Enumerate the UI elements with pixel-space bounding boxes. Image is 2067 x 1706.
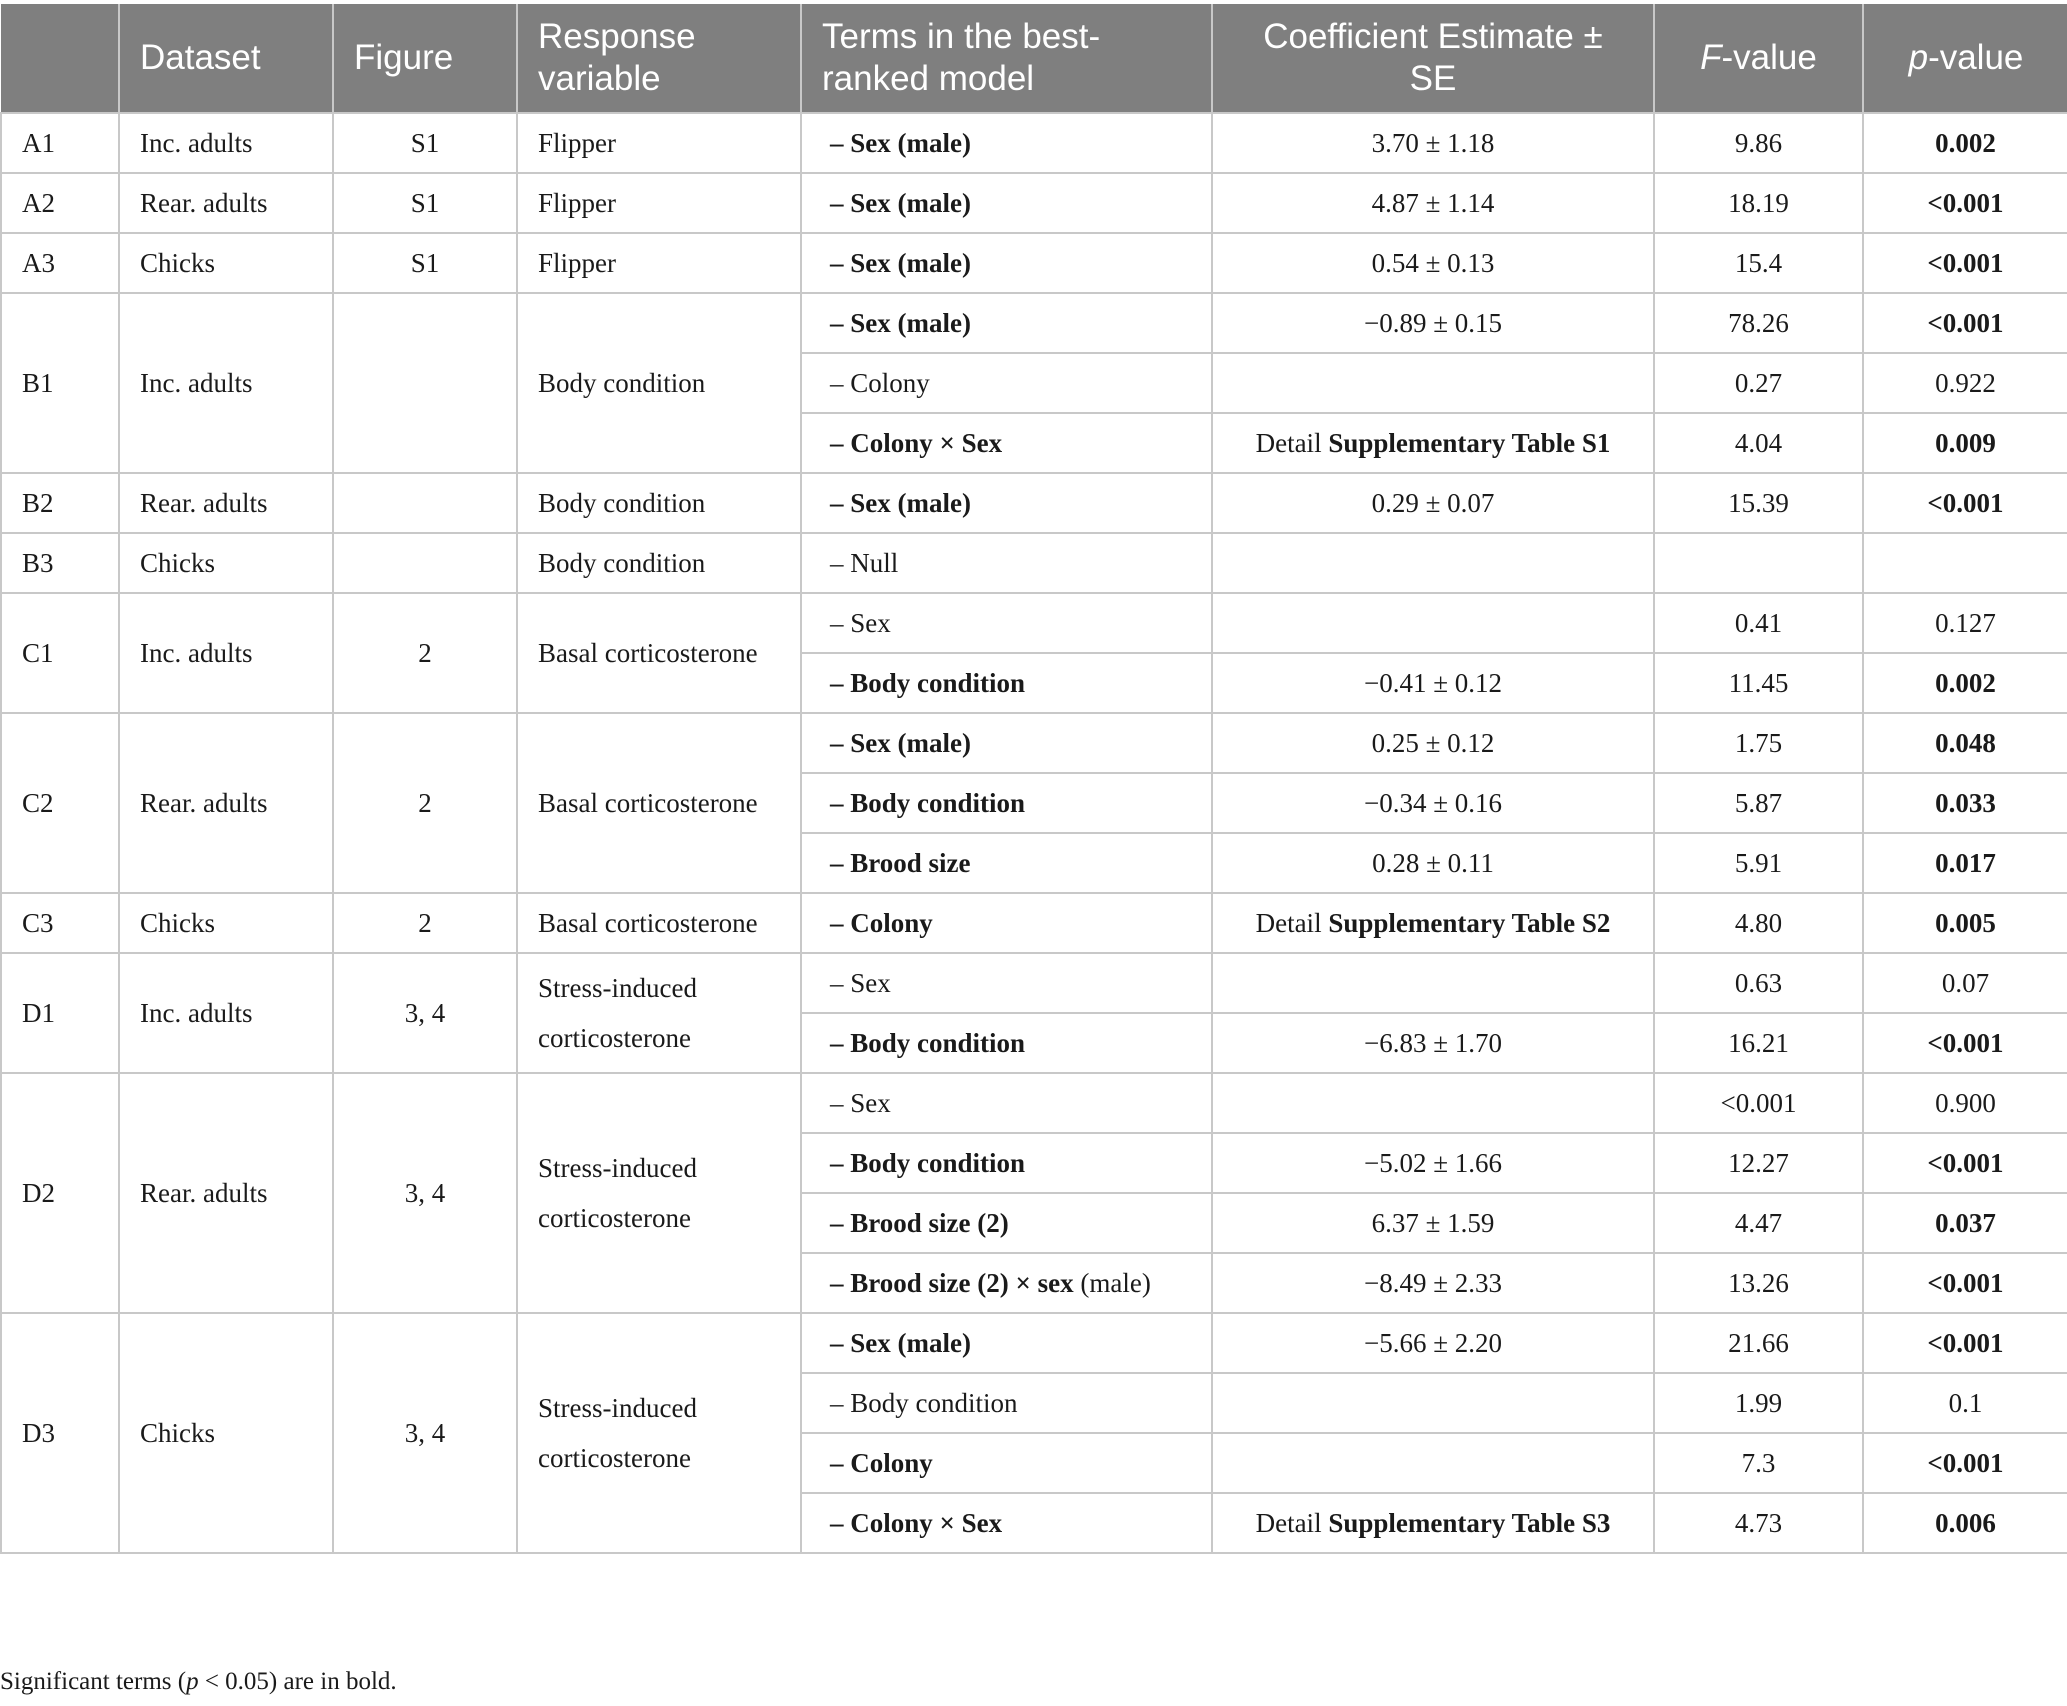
term-cell: – Colony × Sex [801, 1493, 1212, 1553]
coef-cell: −0.41 ± 0.12 [1212, 653, 1654, 713]
figure-cell: 3, 4 [333, 1073, 517, 1313]
term-cell: – Body condition [801, 773, 1212, 833]
coef-cell: Detail Supplementary Table S1 [1212, 413, 1654, 473]
figure-cell [333, 473, 517, 533]
term-cell: – Sex (male) [801, 713, 1212, 773]
figure-cell: 2 [333, 893, 517, 953]
f-cell: 0.27 [1654, 353, 1863, 413]
f-cell: 15.39 [1654, 473, 1863, 533]
f-cell: 9.86 [1654, 113, 1863, 173]
coef-cell: 0.25 ± 0.12 [1212, 713, 1654, 773]
figure-cell: 2 [333, 593, 517, 713]
f-cell: 1.99 [1654, 1373, 1863, 1433]
coef-cell: 0.54 ± 0.13 [1212, 233, 1654, 293]
response-cell: Basal corticosterone [517, 593, 801, 713]
p-cell: <0.001 [1863, 1253, 2067, 1313]
f-cell: 4.04 [1654, 413, 1863, 473]
term-cell: – Null [801, 533, 1212, 593]
figure-cell: S1 [333, 113, 517, 173]
header-f-value: F-value [1654, 4, 1863, 113]
row-id: C1 [1, 593, 119, 713]
coef-cell: 0.29 ± 0.07 [1212, 473, 1654, 533]
f-cell: 18.19 [1654, 173, 1863, 233]
dataset-cell: Chicks [119, 233, 333, 293]
p-cell: <0.001 [1863, 293, 2067, 353]
row-id: B2 [1, 473, 119, 533]
table-footnote: Significant terms (p < 0.05) are in bold. [0, 1668, 397, 1695]
header-response-variable: Response variable [517, 4, 801, 113]
dataset-cell: Rear. adults [119, 713, 333, 893]
row-id: D2 [1, 1073, 119, 1313]
row-id: A3 [1, 233, 119, 293]
dataset-cell: Inc. adults [119, 293, 333, 473]
row-id: C3 [1, 893, 119, 953]
header-figure: Figure [333, 4, 517, 113]
coef-cell [1212, 353, 1654, 413]
coef-cell [1212, 1433, 1654, 1493]
table-row [1, 593, 2067, 653]
term-cell: – Sex [801, 953, 1212, 1013]
coef-cell: 3.70 ± 1.18 [1212, 113, 1654, 173]
term-cell: – Body condition [801, 1373, 1212, 1433]
coef-cell: −0.89 ± 0.15 [1212, 293, 1654, 353]
f-cell: 5.87 [1654, 773, 1863, 833]
p-cell [1863, 533, 2067, 593]
figure-cell: S1 [333, 173, 517, 233]
figure-cell [333, 293, 517, 473]
coef-cell: Detail Supplementary Table S2 [1212, 893, 1654, 953]
coef-cell: 0.28 ± 0.11 [1212, 833, 1654, 893]
term-cell: – Colony [801, 353, 1212, 413]
coef-cell: −6.83 ± 1.70 [1212, 1013, 1654, 1073]
term-cell: – Colony [801, 893, 1212, 953]
term-cell: – Sex [801, 1073, 1212, 1133]
p-cell: 0.1 [1863, 1373, 2067, 1433]
figure-cell: 2 [333, 713, 517, 893]
p-cell: <0.001 [1863, 473, 2067, 533]
response-cell: Flipper [517, 173, 801, 233]
term-cell: – Sex (male) [801, 113, 1212, 173]
dataset-cell: Chicks [119, 1313, 333, 1553]
table-row [1, 893, 2067, 953]
term-cell: – Brood size (2) × sex (male) [801, 1253, 1212, 1313]
header-row [1, 4, 2067, 113]
term-cell: – Sex (male) [801, 1313, 1212, 1373]
coef-cell: 6.37 ± 1.59 [1212, 1193, 1654, 1253]
f-cell: 12.27 [1654, 1133, 1863, 1193]
table-row [1, 113, 2067, 173]
f-cell: 13.26 [1654, 1253, 1863, 1313]
dataset-cell: Inc. adults [119, 593, 333, 713]
response-cell: Basal corticosterone [517, 893, 801, 953]
dataset-cell: Rear. adults [119, 473, 333, 533]
coef-cell: Detail Supplementary Table S3 [1212, 1493, 1654, 1553]
f-cell: 7.3 [1654, 1433, 1863, 1493]
term-cell: – Sex [801, 593, 1212, 653]
p-cell: 0.048 [1863, 713, 2067, 773]
header-dataset: Dataset [119, 4, 333, 113]
coef-cell [1212, 1373, 1654, 1433]
p-cell: 0.033 [1863, 773, 2067, 833]
dataset-cell: Rear. adults [119, 1073, 333, 1313]
term-cell: – Sex (male) [801, 173, 1212, 233]
table-row [1, 1313, 2067, 1373]
row-id: B1 [1, 293, 119, 473]
p-cell: 0.900 [1863, 1073, 2067, 1133]
p-cell: 0.922 [1863, 353, 2067, 413]
f-cell: 0.41 [1654, 593, 1863, 653]
header-terms: Terms in the best- ranked model [801, 4, 1212, 113]
figure-cell [333, 533, 517, 593]
figure-cell: 3, 4 [333, 1313, 517, 1553]
row-id: A1 [1, 113, 119, 173]
term-cell: – Colony × Sex [801, 413, 1212, 473]
term-cell: – Brood size (2) [801, 1193, 1212, 1253]
response-cell: Flipper [517, 113, 801, 173]
dataset-cell: Inc. adults [119, 953, 333, 1073]
table-row [1, 953, 2067, 1013]
f-cell: <0.001 [1654, 1073, 1863, 1133]
row-id: B3 [1, 533, 119, 593]
f-cell: 1.75 [1654, 713, 1863, 773]
term-cell: – Sex (male) [801, 473, 1212, 533]
p-cell: 0.07 [1863, 953, 2067, 1013]
row-id: D1 [1, 953, 119, 1073]
p-cell: <0.001 [1863, 173, 2067, 233]
header-coefficient: Coefficient Estimate ± SE [1212, 4, 1654, 113]
table-row [1, 473, 2067, 533]
response-cell: Stress-induced corticosterone [517, 953, 801, 1073]
term-cell: – Body condition [801, 653, 1212, 713]
row-id: D3 [1, 1313, 119, 1553]
p-cell: <0.001 [1863, 1313, 2067, 1373]
p-cell: 0.002 [1863, 113, 2067, 173]
f-cell: 0.63 [1654, 953, 1863, 1013]
p-cell: 0.037 [1863, 1193, 2067, 1253]
p-cell: 0.005 [1863, 893, 2067, 953]
p-cell: <0.001 [1863, 1013, 2067, 1073]
term-cell: – Colony [801, 1433, 1212, 1493]
p-cell: <0.001 [1863, 233, 2067, 293]
f-cell: 15.4 [1654, 233, 1863, 293]
term-cell: – Sex (male) [801, 293, 1212, 353]
coef-cell [1212, 953, 1654, 1013]
coef-cell [1212, 533, 1654, 593]
term-cell: – Sex (male) [801, 233, 1212, 293]
f-cell: 4.47 [1654, 1193, 1863, 1253]
response-cell: Basal corticosterone [517, 713, 801, 893]
figure-cell: S1 [333, 233, 517, 293]
coef-cell: −5.02 ± 1.66 [1212, 1133, 1654, 1193]
f-cell: 4.80 [1654, 893, 1863, 953]
f-cell: 78.26 [1654, 293, 1863, 353]
term-cell: – Body condition [801, 1133, 1212, 1193]
p-cell: <0.001 [1863, 1133, 2067, 1193]
coef-cell: −8.49 ± 2.33 [1212, 1253, 1654, 1313]
f-cell [1654, 533, 1863, 593]
p-cell: 0.017 [1863, 833, 2067, 893]
response-cell: Body condition [517, 473, 801, 533]
p-cell: <0.001 [1863, 1433, 2067, 1493]
f-cell: 16.21 [1654, 1013, 1863, 1073]
header-p-value: p-value [1863, 4, 2067, 113]
response-cell: Stress-induced corticosterone [517, 1073, 801, 1313]
row-id: C2 [1, 713, 119, 893]
response-cell: Flipper [517, 233, 801, 293]
results-table [0, 4, 2067, 1554]
p-cell: 0.006 [1863, 1493, 2067, 1553]
f-cell: 4.73 [1654, 1493, 1863, 1553]
table-row [1, 293, 2067, 353]
dataset-cell: Inc. adults [119, 113, 333, 173]
figure-cell: 3, 4 [333, 953, 517, 1073]
response-cell: Body condition [517, 293, 801, 473]
response-cell: Body condition [517, 533, 801, 593]
term-cell: – Brood size [801, 833, 1212, 893]
p-cell: 0.002 [1863, 653, 2067, 713]
p-cell: 0.009 [1863, 413, 2067, 473]
dataset-cell: Chicks [119, 893, 333, 953]
coef-cell: 4.87 ± 1.14 [1212, 173, 1654, 233]
header-row-id [1, 4, 119, 113]
row-id: A2 [1, 173, 119, 233]
term-cell: – Body condition [801, 1013, 1212, 1073]
table-row [1, 713, 2067, 773]
coef-cell: −0.34 ± 0.16 [1212, 773, 1654, 833]
coef-cell: −5.66 ± 2.20 [1212, 1313, 1654, 1373]
dataset-cell: Chicks [119, 533, 333, 593]
f-cell: 5.91 [1654, 833, 1863, 893]
table-row [1, 233, 2067, 293]
coef-cell [1212, 593, 1654, 653]
table-row [1, 1073, 2067, 1133]
f-cell: 21.66 [1654, 1313, 1863, 1373]
coef-cell [1212, 1073, 1654, 1133]
table-row [1, 533, 2067, 593]
f-cell: 11.45 [1654, 653, 1863, 713]
dataset-cell: Rear. adults [119, 173, 333, 233]
table-row [1, 173, 2067, 233]
response-cell: Stress-induced corticosterone [517, 1313, 801, 1553]
p-cell: 0.127 [1863, 593, 2067, 653]
